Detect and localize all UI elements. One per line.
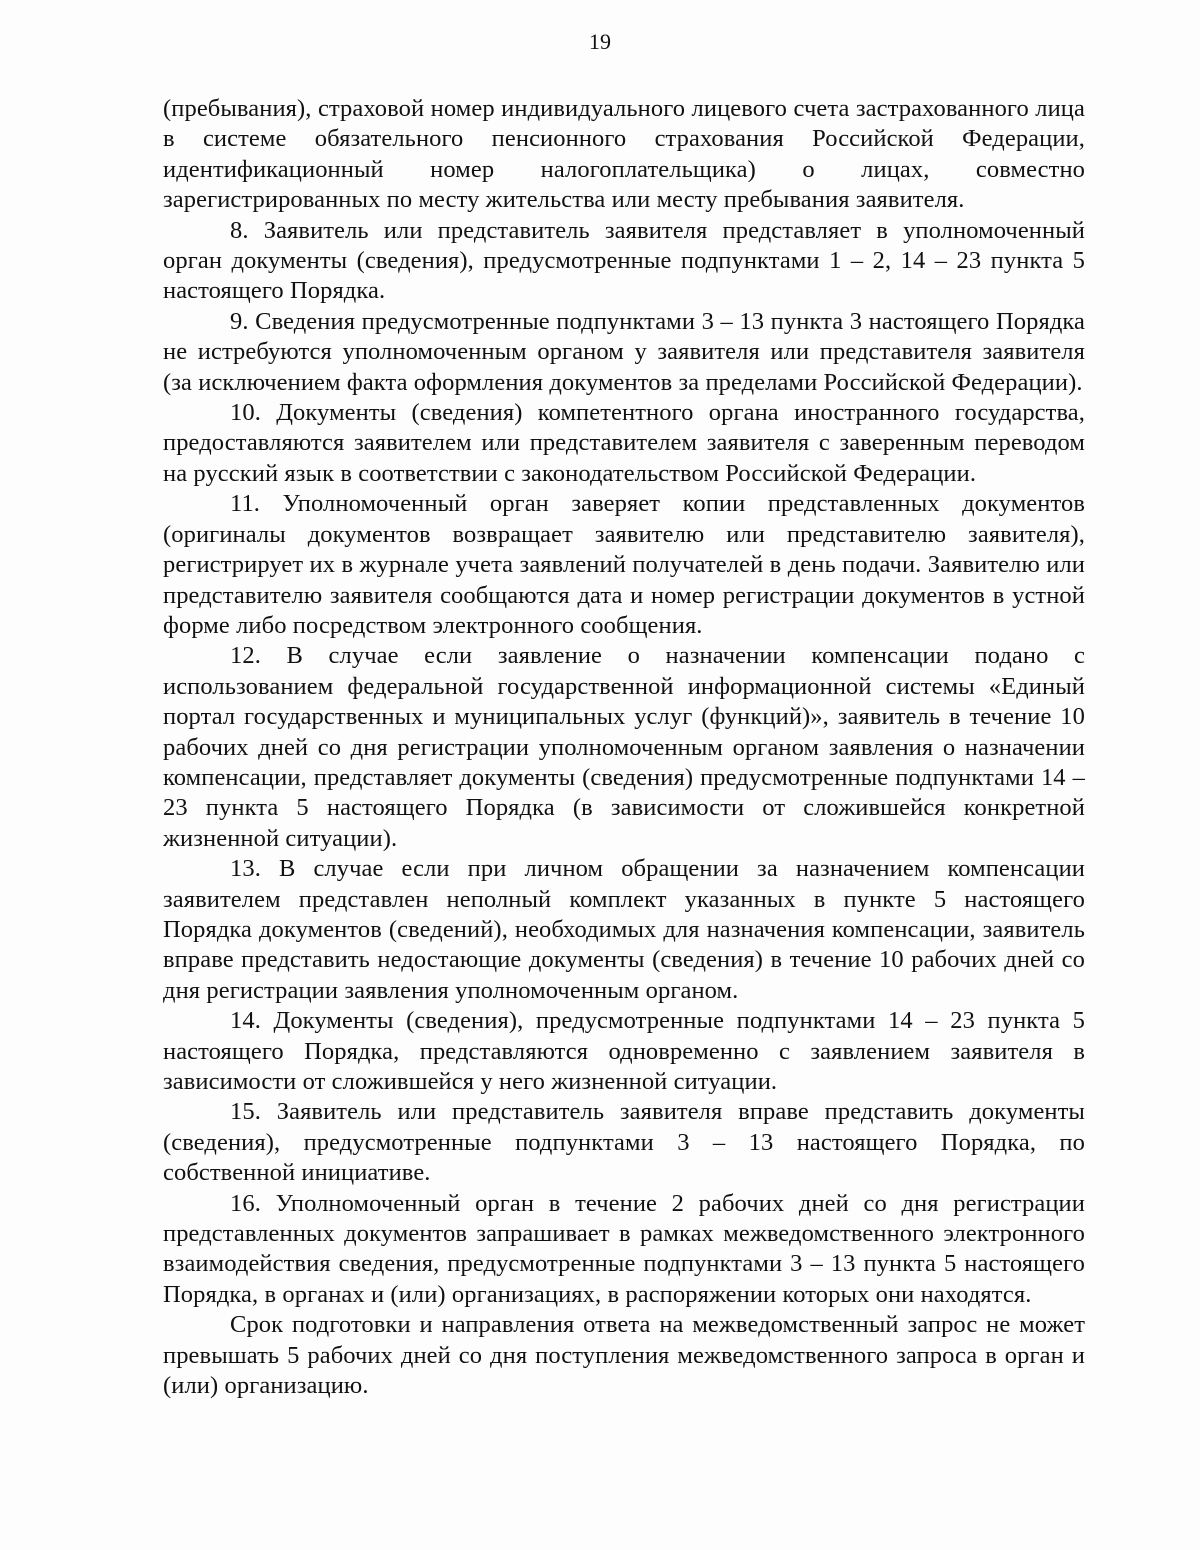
paragraph-item-11: 11. Уполномоченный орган заверяет копии представленных документов (оригиналы документов возвращает заявителю или представителю заявителя), регистрирует их в журнале учета заявлений получателей в день подачи. Заявителю или представителю заявителя сообщаются дата и номер регистрации документов в устной форме либо посредством электронного сообщения.: [163, 490, 1085, 639]
paragraph-item-12: 12. В случае если заявление о назначении компенсации подано с использованием федеральной государственной информационной системы «Единый портал государственных и муниципальных услуг (функций)», заявитель в течение 10 рабочих дней со дня регистрации уполномоченным органом заявления о назначении компенсации, представляет документы (сведения) предусмотренные подпунктами 14 – 23 пункта 5 настоящего Порядка (в зависимости от сложившейся конкретной жизненной ситуации).: [163, 642, 1085, 852]
page-number: 19: [589, 29, 611, 54]
paragraph-continuation: (пребывания), страховой номер индивидуального лицевого счета застрахованного лица в системе обязательного пенсионного страхования Российской Федерации, идентификационный номер налогоплательщика) о лицах, совместно зарегистрированных по месту жительства или месту пребывания заявителя.: [163, 95, 1085, 214]
paragraph-item-16-term: Срок подготовки и направления ответа на межведомственный запрос не может превышать 5 рабочих дней со дня поступления межведомственного запроса в орган и (или) организацию.: [163, 1311, 1085, 1400]
paragraph-item-9: 9. Сведения предусмотренные подпунктами 3 – 13 пункта 3 настоящего Порядка не истребуются уполномоченным органом у заявителя или представителя заявителя (за исключением факта оформления документов за пределами Российской Федерации).: [163, 307, 1085, 396]
paragraph-item-8: 8. Заявитель или представитель заявителя представляет в уполномоченный орган документы (сведения), предусмотренные подпунктами 1 – 2, 14 – 23 пункта 5 настоящего Порядка.: [163, 216, 1085, 305]
paragraph-item-10: 10. Документы (сведения) компетентного органа иностранного государства, предоставляются заявителем или представителем заявителя с заверенным переводом на русский язык в соответствии с законодательством Российской Федерации.: [163, 399, 1085, 487]
paragraph-item-14: 14. Документы (сведения), предусмотренные подпунктами 14 – 23 пункта 5 настоящего Порядка, представляются одновременно с заявлением заявителя в зависимости от сложившейся у него жизненной ситуации.: [163, 1007, 1085, 1095]
paragraph-item-15: 15. Заявитель или представитель заявителя вправе представить документы (сведения), предусмотренные подпунктами 3 – 13 настоящего Порядка, по собственной инициативе.: [163, 1098, 1085, 1187]
paragraph-item-16: 16. Уполномоченный орган в течение 2 рабочих дней со дня регистрации представленных документов запрашивает в рамках межведомственного электронного взаимодействия сведения, предусмотренные подпунктами 3 – 13 пункта 5 настоящего Порядка, в органах и (или) организациях, в распоряжении которых они находятся.: [163, 1189, 1085, 1308]
document-body: [163, 94, 1085, 1401]
paragraph-item-13: 13. В случае если при личном обращении за назначением компенсации заявителем представлен неполный комплект указанных в пункте 5 настоящего Порядка документов (сведений), необходимых для назначения компенсации, заявитель вправе представить недостающие документы (сведения) в течение 10 рабочих дней со дня регистрации заявления уполномоченным органом.: [163, 855, 1085, 1004]
